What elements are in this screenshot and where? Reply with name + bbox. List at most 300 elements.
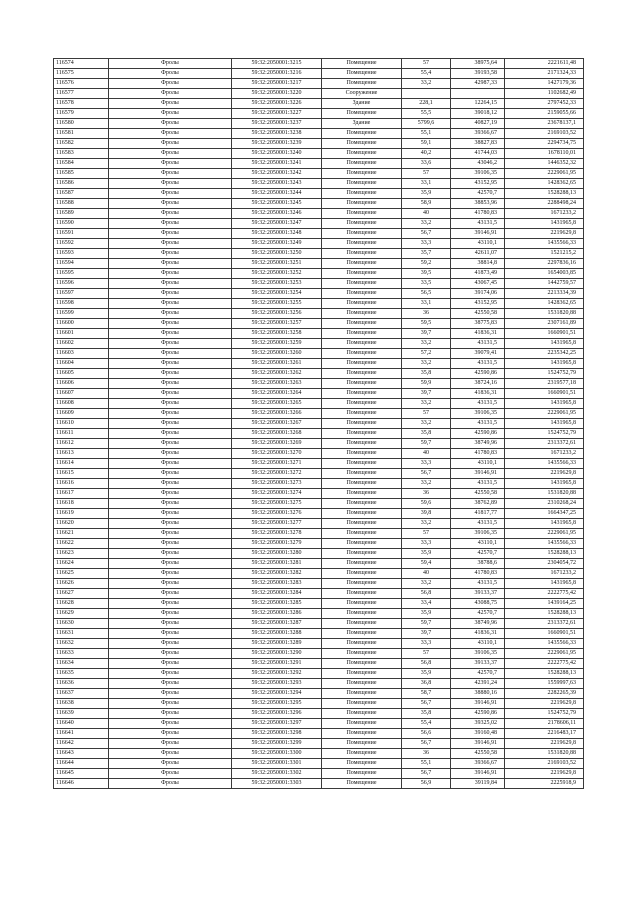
cadastral-value-cell: 2229061,95 (505, 409, 584, 419)
object-type-cell: Помещение (322, 249, 402, 259)
object-type-cell: Помещение (322, 509, 402, 519)
row-number-cell: 116641 (54, 729, 109, 739)
cadastral-value-cell: 1531820,88 (505, 309, 584, 319)
area-cell: 36 (402, 489, 451, 499)
area-cell: 33,4 (402, 599, 451, 609)
area-cell: 33,5 (402, 279, 451, 289)
cadastral-number-cell: 59:32:2050001:3266 (232, 409, 322, 419)
object-type-cell: Помещение (322, 709, 402, 719)
table-row (54, 649, 584, 659)
cadastral-number-cell: 59:32:2050001:3296 (232, 709, 322, 719)
cadastral-value-cell: 1435566,33 (505, 239, 584, 249)
unit-value-cell: 42570,7 (451, 189, 505, 199)
cadastral-value-cell: 1528288,13 (505, 549, 584, 559)
area-cell: 39,8 (402, 509, 451, 519)
object-type-cell: Помещение (322, 279, 402, 289)
cadastral-number-cell: 59:32:2050001:3297 (232, 719, 322, 729)
unit-value-cell: 39366,67 (451, 759, 505, 769)
table-row (54, 619, 584, 629)
area-cell: 58,7 (402, 689, 451, 699)
object-type-cell: Помещение (322, 179, 402, 189)
cadastral-number-cell: 59:32:2050001:3273 (232, 479, 322, 489)
unit-value-cell: 42590,86 (451, 369, 505, 379)
object-type-cell: Помещение (322, 389, 402, 399)
locality-cell: Фролы (109, 549, 232, 559)
locality-cell: Фролы (109, 749, 232, 759)
area-cell: 228,1 (402, 99, 451, 109)
row-number-cell: 116621 (54, 529, 109, 539)
locality-cell: Фролы (109, 729, 232, 739)
table-row (54, 179, 584, 189)
table-row (54, 729, 584, 739)
row-number-cell: 116622 (54, 539, 109, 549)
object-type-cell: Помещение (322, 79, 402, 89)
locality-cell: Фролы (109, 609, 232, 619)
cadastral-value-cell: 1528288,13 (505, 669, 584, 679)
cadastral-number-cell: 59:32:2050001:3264 (232, 389, 322, 399)
locality-cell: Фролы (109, 149, 232, 159)
cadastral-number-cell: 59:32:2050001:3261 (232, 359, 322, 369)
area-cell: 35,9 (402, 609, 451, 619)
locality-cell: Фролы (109, 689, 232, 699)
row-number-cell: 116612 (54, 439, 109, 449)
cadastral-number-cell: 59:32:2050001:3301 (232, 759, 322, 769)
row-number-cell: 116588 (54, 199, 109, 209)
object-type-cell: Помещение (322, 189, 402, 199)
cadastral-number-cell: 59:32:2050001:3286 (232, 609, 322, 619)
row-number-cell: 116645 (54, 769, 109, 779)
locality-cell: Фролы (109, 679, 232, 689)
table-row (54, 219, 584, 229)
cadastral-number-cell: 59:32:2050001:3267 (232, 419, 322, 429)
object-type-cell: Помещение (322, 579, 402, 589)
cadastral-value-cell: 1102682,49 (505, 89, 584, 99)
locality-cell: Фролы (109, 119, 232, 129)
object-type-cell: Помещение (322, 779, 402, 789)
row-number-cell: 116577 (54, 89, 109, 99)
row-number-cell: 116606 (54, 379, 109, 389)
cadastral-value-cell: 1431965,8 (505, 579, 584, 589)
object-type-cell: Помещение (322, 129, 402, 139)
cadastral-number-cell: 59:32:2050001:3274 (232, 489, 322, 499)
locality-cell: Фролы (109, 369, 232, 379)
cadastral-value-cell: 1531820,88 (505, 489, 584, 499)
unit-value-cell (451, 89, 505, 99)
table-row (54, 499, 584, 509)
unit-value-cell: 42391,24 (451, 679, 505, 689)
object-type-cell: Помещение (322, 739, 402, 749)
row-number-cell: 116625 (54, 569, 109, 579)
unit-value-cell: 39146,91 (451, 469, 505, 479)
table-row (54, 379, 584, 389)
cadastral-value-cell: 1671233,2 (505, 449, 584, 459)
table-row (54, 259, 584, 269)
area-cell: 39,7 (402, 629, 451, 639)
unit-value-cell: 41817,77 (451, 509, 505, 519)
cadastral-number-cell: 59:32:2050001:3246 (232, 209, 322, 219)
table-row (54, 189, 584, 199)
object-type-cell: Здание (322, 99, 402, 109)
locality-cell: Фролы (109, 449, 232, 459)
table-row (54, 99, 584, 109)
locality-cell: Фролы (109, 339, 232, 349)
unit-value-cell: 38853,96 (451, 199, 505, 209)
cadastral-value-cell: 2229061,95 (505, 649, 584, 659)
table-row (54, 299, 584, 309)
locality-cell: Фролы (109, 459, 232, 469)
object-type-cell: Помещение (322, 699, 402, 709)
locality-cell: Фролы (109, 429, 232, 439)
object-type-cell: Помещение (322, 469, 402, 479)
cadastral-value-cell: 2294734,75 (505, 139, 584, 149)
table-row (54, 159, 584, 169)
locality-cell: Фролы (109, 579, 232, 589)
cadastral-value-cell: 1521215,2 (505, 249, 584, 259)
cadastral-value-cell: 23678137,1 (505, 119, 584, 129)
cadastral-value-cell: 2216483,17 (505, 729, 584, 739)
area-cell: 59,6 (402, 499, 451, 509)
table-row (54, 419, 584, 429)
unit-value-cell: 39193,58 (451, 69, 505, 79)
table-row (54, 719, 584, 729)
area-cell: 56,7 (402, 699, 451, 709)
object-type-cell: Помещение (322, 449, 402, 459)
table-row (54, 699, 584, 709)
area-cell: 57 (402, 169, 451, 179)
unit-value-cell: 43131,5 (451, 519, 505, 529)
table-row (54, 139, 584, 149)
area-cell: 59,2 (402, 259, 451, 269)
locality-cell: Фролы (109, 719, 232, 729)
object-type-cell: Помещение (322, 169, 402, 179)
table-row (54, 59, 584, 69)
object-type-cell: Помещение (322, 369, 402, 379)
area-cell: 39,7 (402, 329, 451, 339)
row-number-cell: 116600 (54, 319, 109, 329)
area-cell: 33,1 (402, 179, 451, 189)
locality-cell: Фролы (109, 109, 232, 119)
row-number-cell: 116615 (54, 469, 109, 479)
table-row (54, 409, 584, 419)
row-number-cell: 116574 (54, 59, 109, 69)
object-type-cell: Помещение (322, 649, 402, 659)
unit-value-cell: 43152,95 (451, 179, 505, 189)
unit-value-cell: 43110,1 (451, 239, 505, 249)
locality-cell: Фролы (109, 249, 232, 259)
unit-value-cell: 41836,31 (451, 629, 505, 639)
unit-value-cell: 39325,02 (451, 719, 505, 729)
row-number-cell: 116635 (54, 669, 109, 679)
cadastral-value-cell: 2235342,25 (505, 349, 584, 359)
row-number-cell: 116624 (54, 559, 109, 569)
area-cell (402, 89, 451, 99)
unit-value-cell: 38749,96 (451, 619, 505, 629)
cadastral-value-cell: 1524752,79 (505, 709, 584, 719)
area-cell: 56,5 (402, 289, 451, 299)
locality-cell: Фролы (109, 79, 232, 89)
locality-cell: Фролы (109, 709, 232, 719)
object-type-cell: Помещение (322, 589, 402, 599)
locality-cell: Фролы (109, 699, 232, 709)
unit-value-cell: 43131,5 (451, 479, 505, 489)
table-row (54, 359, 584, 369)
table-row (54, 209, 584, 219)
unit-value-cell: 42987,33 (451, 79, 505, 89)
table-row (54, 399, 584, 409)
area-cell: 33,2 (402, 359, 451, 369)
row-number-cell: 116603 (54, 349, 109, 359)
object-type-cell: Помещение (322, 719, 402, 729)
cadastral-value-cell: 2169103,52 (505, 129, 584, 139)
cadastral-number-cell: 59:32:2050001:3255 (232, 299, 322, 309)
table-row (54, 489, 584, 499)
cadastral-number-cell: 59:32:2050001:3278 (232, 529, 322, 539)
cadastral-number-cell: 59:32:2050001:3288 (232, 629, 322, 639)
cadastral-number-cell: 59:32:2050001:3227 (232, 109, 322, 119)
area-cell: 39,7 (402, 389, 451, 399)
unit-value-cell: 42570,7 (451, 609, 505, 619)
row-number-cell: 116609 (54, 409, 109, 419)
object-type-cell: Помещение (322, 269, 402, 279)
cadastral-value-cell: 1660901,51 (505, 629, 584, 639)
unit-value-cell: 43131,5 (451, 339, 505, 349)
cadastral-number-cell: 59:32:2050001:3302 (232, 769, 322, 779)
unit-value-cell: 41780,83 (451, 209, 505, 219)
table-row (54, 89, 584, 99)
object-type-cell: Помещение (322, 59, 402, 69)
cadastral-value-cell: 2221611,48 (505, 59, 584, 69)
unit-value-cell: 38762,89 (451, 499, 505, 509)
unit-value-cell: 41836,31 (451, 389, 505, 399)
cadastral-number-cell: 59:32:2050001:3245 (232, 199, 322, 209)
object-type-cell: Помещение (322, 599, 402, 609)
row-number-cell: 116598 (54, 299, 109, 309)
cadastral-number-cell: 59:32:2050001:3279 (232, 539, 322, 549)
unit-value-cell: 39106,35 (451, 169, 505, 179)
table-row (54, 739, 584, 749)
cadastral-number-cell: 59:32:2050001:3270 (232, 449, 322, 459)
area-cell: 33,2 (402, 519, 451, 529)
row-number-cell: 116596 (54, 279, 109, 289)
locality-cell: Фролы (109, 389, 232, 399)
area-cell: 56,8 (402, 589, 451, 599)
area-cell: 59,9 (402, 379, 451, 389)
cadastral-number-cell: 59:32:2050001:3292 (232, 669, 322, 679)
area-cell: 55,4 (402, 69, 451, 79)
unit-value-cell: 39146,91 (451, 699, 505, 709)
object-type-cell: Помещение (322, 559, 402, 569)
object-type-cell: Помещение (322, 749, 402, 759)
locality-cell: Фролы (109, 59, 232, 69)
cadastral-number-cell: 59:32:2050001:3298 (232, 729, 322, 739)
area-cell: 59,5 (402, 319, 451, 329)
area-cell: 55,1 (402, 759, 451, 769)
unit-value-cell: 39146,91 (451, 739, 505, 749)
row-number-cell: 116583 (54, 149, 109, 159)
unit-value-cell: 43110,1 (451, 639, 505, 649)
area-cell: 33,3 (402, 639, 451, 649)
locality-cell: Фролы (109, 659, 232, 669)
table-row (54, 239, 584, 249)
object-type-cell: Здание (322, 119, 402, 129)
unit-value-cell: 42550,58 (451, 489, 505, 499)
row-number-cell: 116586 (54, 179, 109, 189)
row-number-cell: 116607 (54, 389, 109, 399)
cadastral-number-cell: 59:32:2050001:3303 (232, 779, 322, 789)
cadastral-number-cell: 59:32:2050001:3226 (232, 99, 322, 109)
object-type-cell: Помещение (322, 349, 402, 359)
area-cell: 56,6 (402, 729, 451, 739)
table-row (54, 709, 584, 719)
object-type-cell: Помещение (322, 259, 402, 269)
row-number-cell: 116634 (54, 659, 109, 669)
table-row (54, 149, 584, 159)
table-row (54, 119, 584, 129)
row-number-cell: 116627 (54, 589, 109, 599)
object-type-cell: Помещение (322, 209, 402, 219)
object-type-cell: Помещение (322, 379, 402, 389)
cadastral-number-cell: 59:32:2050001:3260 (232, 349, 322, 359)
area-cell: 33,3 (402, 239, 451, 249)
row-number-cell: 116632 (54, 639, 109, 649)
cadastral-value-cell: 1671233,2 (505, 569, 584, 579)
table-row (54, 279, 584, 289)
cadastral-value-cell: 2169103,52 (505, 759, 584, 769)
cadastral-number-cell: 59:32:2050001:3258 (232, 329, 322, 339)
cadastral-value-cell: 2178606,11 (505, 719, 584, 729)
cadastral-number-cell: 59:32:2050001:3269 (232, 439, 322, 449)
object-type-cell: Помещение (322, 299, 402, 309)
cadastral-number-cell: 59:32:2050001:3287 (232, 619, 322, 629)
cadastral-number-cell: 59:32:2050001:3268 (232, 429, 322, 439)
cadastral-number-cell: 59:32:2050001:3215 (232, 59, 322, 69)
area-cell: 33,2 (402, 399, 451, 409)
row-number-cell: 116584 (54, 159, 109, 169)
cadastral-value-cell: 1435566,33 (505, 459, 584, 469)
locality-cell: Фролы (109, 239, 232, 249)
unit-value-cell: 38788,6 (451, 559, 505, 569)
row-number-cell: 116575 (54, 69, 109, 79)
table-row (54, 639, 584, 649)
area-cell: 40 (402, 569, 451, 579)
unit-value-cell: 41836,31 (451, 329, 505, 339)
table-row (54, 629, 584, 639)
locality-cell: Фролы (109, 759, 232, 769)
cadastral-value-cell: 1431965,8 (505, 339, 584, 349)
unit-value-cell: 39133,37 (451, 659, 505, 669)
object-type-cell: Помещение (322, 409, 402, 419)
object-type-cell: Помещение (322, 729, 402, 739)
row-number-cell: 116592 (54, 239, 109, 249)
table-row (54, 749, 584, 759)
cadastral-value-table (53, 58, 584, 789)
table-row (54, 319, 584, 329)
row-number-cell: 116594 (54, 259, 109, 269)
area-cell: 35,8 (402, 369, 451, 379)
cadastral-value-cell: 1435566,33 (505, 539, 584, 549)
unit-value-cell: 43131,5 (451, 579, 505, 589)
object-type-cell: Помещение (322, 769, 402, 779)
row-number-cell: 116616 (54, 479, 109, 489)
object-type-cell: Помещение (322, 539, 402, 549)
area-cell: 56,7 (402, 229, 451, 239)
locality-cell: Фролы (109, 289, 232, 299)
cadastral-value-cell: 1428362,65 (505, 179, 584, 189)
unit-value-cell: 39146,91 (451, 769, 505, 779)
cadastral-number-cell: 59:32:2050001:3256 (232, 309, 322, 319)
object-type-cell: Помещение (322, 139, 402, 149)
object-type-cell: Помещение (322, 499, 402, 509)
table-row (54, 559, 584, 569)
unit-value-cell: 39106,35 (451, 529, 505, 539)
unit-value-cell: 43131,5 (451, 419, 505, 429)
unit-value-cell: 43152,95 (451, 299, 505, 309)
cadastral-number-cell: 59:32:2050001:3290 (232, 649, 322, 659)
area-cell: 35,8 (402, 709, 451, 719)
cadastral-number-cell: 59:32:2050001:3280 (232, 549, 322, 559)
area-cell: 35,9 (402, 549, 451, 559)
area-cell: 59,1 (402, 139, 451, 149)
cadastral-number-cell: 59:32:2050001:3251 (232, 259, 322, 269)
table-row (54, 309, 584, 319)
cadastral-value-cell: 2229061,95 (505, 169, 584, 179)
area-cell: 35,9 (402, 189, 451, 199)
cadastral-number-cell: 59:32:2050001:3253 (232, 279, 322, 289)
object-type-cell: Помещение (322, 399, 402, 409)
cadastral-value-cell: 2219629,8 (505, 229, 584, 239)
cadastral-number-cell: 59:32:2050001:3285 (232, 599, 322, 609)
row-number-cell: 116640 (54, 719, 109, 729)
unit-value-cell: 42550,58 (451, 749, 505, 759)
row-number-cell: 116629 (54, 609, 109, 619)
cadastral-value-cell: 1660901,51 (505, 329, 584, 339)
locality-cell: Фролы (109, 509, 232, 519)
row-number-cell: 116576 (54, 79, 109, 89)
cadastral-value-cell: 1431965,8 (505, 399, 584, 409)
unit-value-cell: 38827,83 (451, 139, 505, 149)
table-row (54, 389, 584, 399)
cadastral-value-cell: 2219629,8 (505, 739, 584, 749)
object-type-cell: Помещение (322, 319, 402, 329)
unit-value-cell: 43046,2 (451, 159, 505, 169)
cadastral-value-cell: 1442759,57 (505, 279, 584, 289)
unit-value-cell: 41780,83 (451, 449, 505, 459)
cadastral-value-cell: 1431965,8 (505, 419, 584, 429)
area-cell: 57 (402, 409, 451, 419)
unit-value-cell: 43088,75 (451, 599, 505, 609)
locality-cell: Фролы (109, 139, 232, 149)
row-number-cell: 116595 (54, 269, 109, 279)
area-cell: 57 (402, 59, 451, 69)
table-row (54, 679, 584, 689)
locality-cell: Фролы (109, 89, 232, 99)
cadastral-value-cell: 1559997,63 (505, 679, 584, 689)
object-type-cell: Помещение (322, 459, 402, 469)
locality-cell: Фролы (109, 599, 232, 609)
unit-value-cell: 42611,07 (451, 249, 505, 259)
object-type-cell: Помещение (322, 199, 402, 209)
cadastral-value-cell: 1671233,2 (505, 209, 584, 219)
object-type-cell: Помещение (322, 569, 402, 579)
object-type-cell: Помещение (322, 149, 402, 159)
cadastral-number-cell: 59:32:2050001:3237 (232, 119, 322, 129)
locality-cell: Фролы (109, 269, 232, 279)
unit-value-cell: 39106,35 (451, 649, 505, 659)
row-number-cell: 116618 (54, 499, 109, 509)
cadastral-value-cell: 2219629,8 (505, 699, 584, 709)
locality-cell: Фролы (109, 159, 232, 169)
table-row (54, 439, 584, 449)
